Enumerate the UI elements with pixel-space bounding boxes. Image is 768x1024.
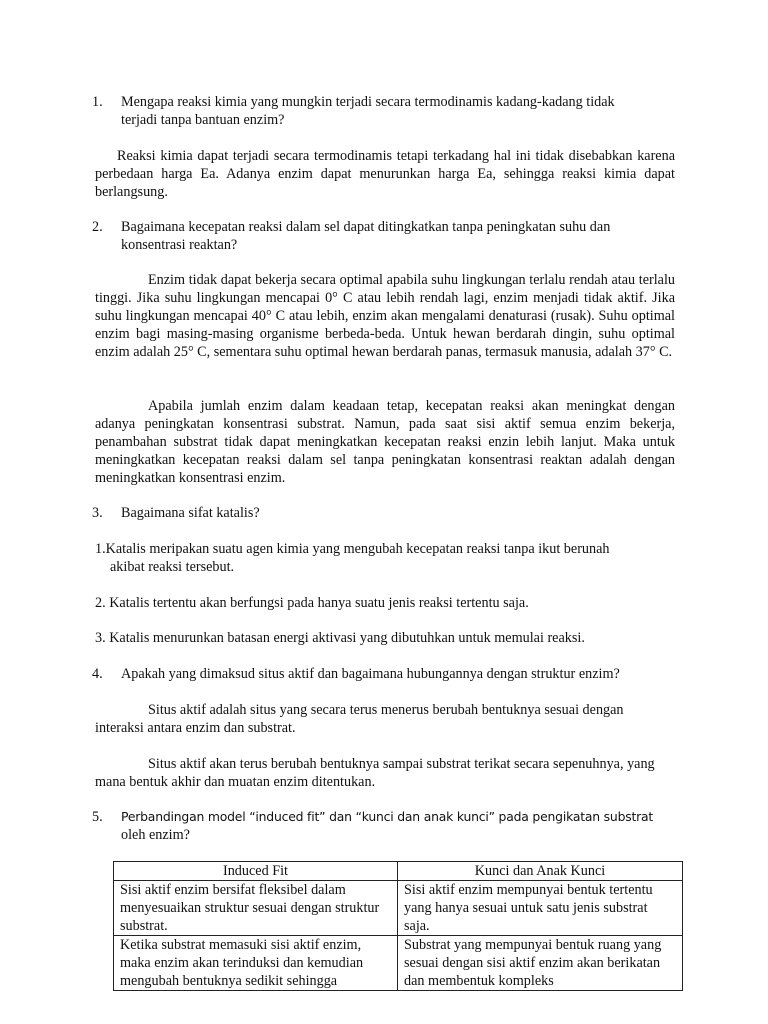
question-3 (0, 504, 768, 524)
comparison-table (113, 861, 683, 991)
question-2-line-1: Bagaimana kecepatan reaksi dalam sel dapat ditingkatkan tanpa peningkatan suhu dan (121, 219, 611, 235)
question-1 (0, 93, 768, 133)
question-4 (0, 665, 768, 685)
question-4-text: Apakah yang dimaksud situs aktif dan bagaimana hubungannya dengan struktur enzim? (121, 666, 620, 682)
question-1-line-2: terjadi tanpa bantuan enzim? (121, 112, 285, 128)
question-2-number: 2. (92, 219, 103, 235)
question-2-line-2: konsentrasi reaktan? (121, 237, 238, 253)
catalyst-property-1 (95, 540, 695, 576)
question-2-text (121, 218, 681, 254)
header-induced-fit: Induced Fit (114, 862, 398, 881)
table-header-row (114, 862, 683, 881)
question-1-text (121, 93, 681, 129)
question-5 (0, 808, 768, 848)
answer-1: Reaksi kimia dapat terjadi secara termodinamis tetapi terkadang hal ini tidak disebabkan karena perbedaan harga Ea. Adanya enzim dapat menurunkan harga Ea, sehingga reaksi kimia dapat berlangsung. (95, 148, 675, 200)
catalyst-property-2: 2. Katalis tertentu akan berfungsi pada hanya suatu jenis reaksi tertentu saja. (95, 595, 529, 611)
table-row (114, 936, 683, 991)
question-5-text (121, 808, 681, 844)
question-3-number: 3. (92, 505, 103, 521)
answer-4-paragraph-2: Situs aktif akan terus berubah bentuknya sampai substrat terikat secara sepenuhnya, yang mana bentuk akhir dan muatan enzim ditentukan. (95, 756, 655, 790)
catalyst-property-3: 3. Katalis menurunkan batasan energi aktivasi yang dibutuhkan untuk memulai reaksi. (95, 630, 585, 646)
question-2 (0, 218, 768, 258)
question-5-number: 5. (92, 809, 103, 825)
answer-2-paragraph-1: Enzim tidak dapat bekerja secara optimal apabila suhu lingkungan terlalu rendah atau terlalu tinggi. Jika suhu lingkungan mencapai 0° C atau lebih rendah lagi, enzim menjadi tidak aktif. Jika suhu lingkungan mencapai 40° C atau lebih, enzim akan mengalami denaturasi (rusak). Suhu optimal enzim bagi masing-masing organisme berbeda-beda. Untuk hewan berdarah dingin, suhu optimal enzim adalah 25° C, sementara suhu optimal hewan berdarah panas, termasuk manusia, adalah 37° C. (95, 272, 675, 360)
table-cell: Substrat yang mempunyai bentuk ruang yang sesuai dengan sisi aktif enzim akan berikatan dan membentuk kompleks (398, 936, 683, 991)
table-cell: Sisi aktif enzim bersifat fleksibel dalam menyesuaikan struktur sesuai dengan struktur substrat. (114, 881, 398, 936)
question-1-number: 1. (92, 94, 103, 110)
question-5-line-2: oleh enzim? (121, 827, 190, 843)
question-5-line-1: Perbandingan model “induced fit” dan “kunci dan anak kunci” pada pengikatan substrat (121, 809, 654, 824)
question-3-text: Bagaimana sifat katalis? (121, 505, 260, 521)
catalyst-property-1-line-1: 1.Katalis meripakan suatu agen kimia yang mengubah kecepatan reaksi tanpa ikut berunah (95, 541, 610, 557)
header-kunci-dan-anak-kunci: Kunci dan Anak Kunci (398, 862, 683, 881)
table-row (114, 881, 683, 936)
catalyst-property-1-line-2: akibat reaksi tersebut. (110, 559, 235, 575)
table-cell: Ketika substrat memasuki sisi aktif enzim, maka enzim akan terinduksi dan kemudian mengubah bentuknya sedikit sehingga (114, 936, 398, 991)
table-cell: Sisi aktif enzim mempunyai bentuk tertentu yang hanya sesuai untuk satu jenis substrat saja. (398, 881, 683, 936)
question-4-number: 4. (92, 666, 103, 682)
question-1-line-1: Mengapa reaksi kimia yang mungkin terjadi secara termodinamis kadang-kadang tidak (121, 94, 615, 110)
answer-2-paragraph-2: Apabila jumlah enzim dalam keadaan tetap, kecepatan reaksi akan meningkat dengan adanya peningkatan konsentrasi substrat. Namun, pada saat sisi aktif semua enzim bekerja, penambahan substrat tidak dapat meningkatkan kecepatan reaksi enzin lebih lanjut. Maka untuk meningkatkan kecepatan reaksi dalam sel tanpa peningkatan konsentrasi reaktan adalah dengan meningkatkan konsentrasi enzim. (95, 398, 675, 486)
answer-4-paragraph-1: Situs aktif adalah situs yang secara terus menerus berubah bentuknya sesuai dengan interaksi antara enzim dan substrat. (95, 702, 624, 736)
